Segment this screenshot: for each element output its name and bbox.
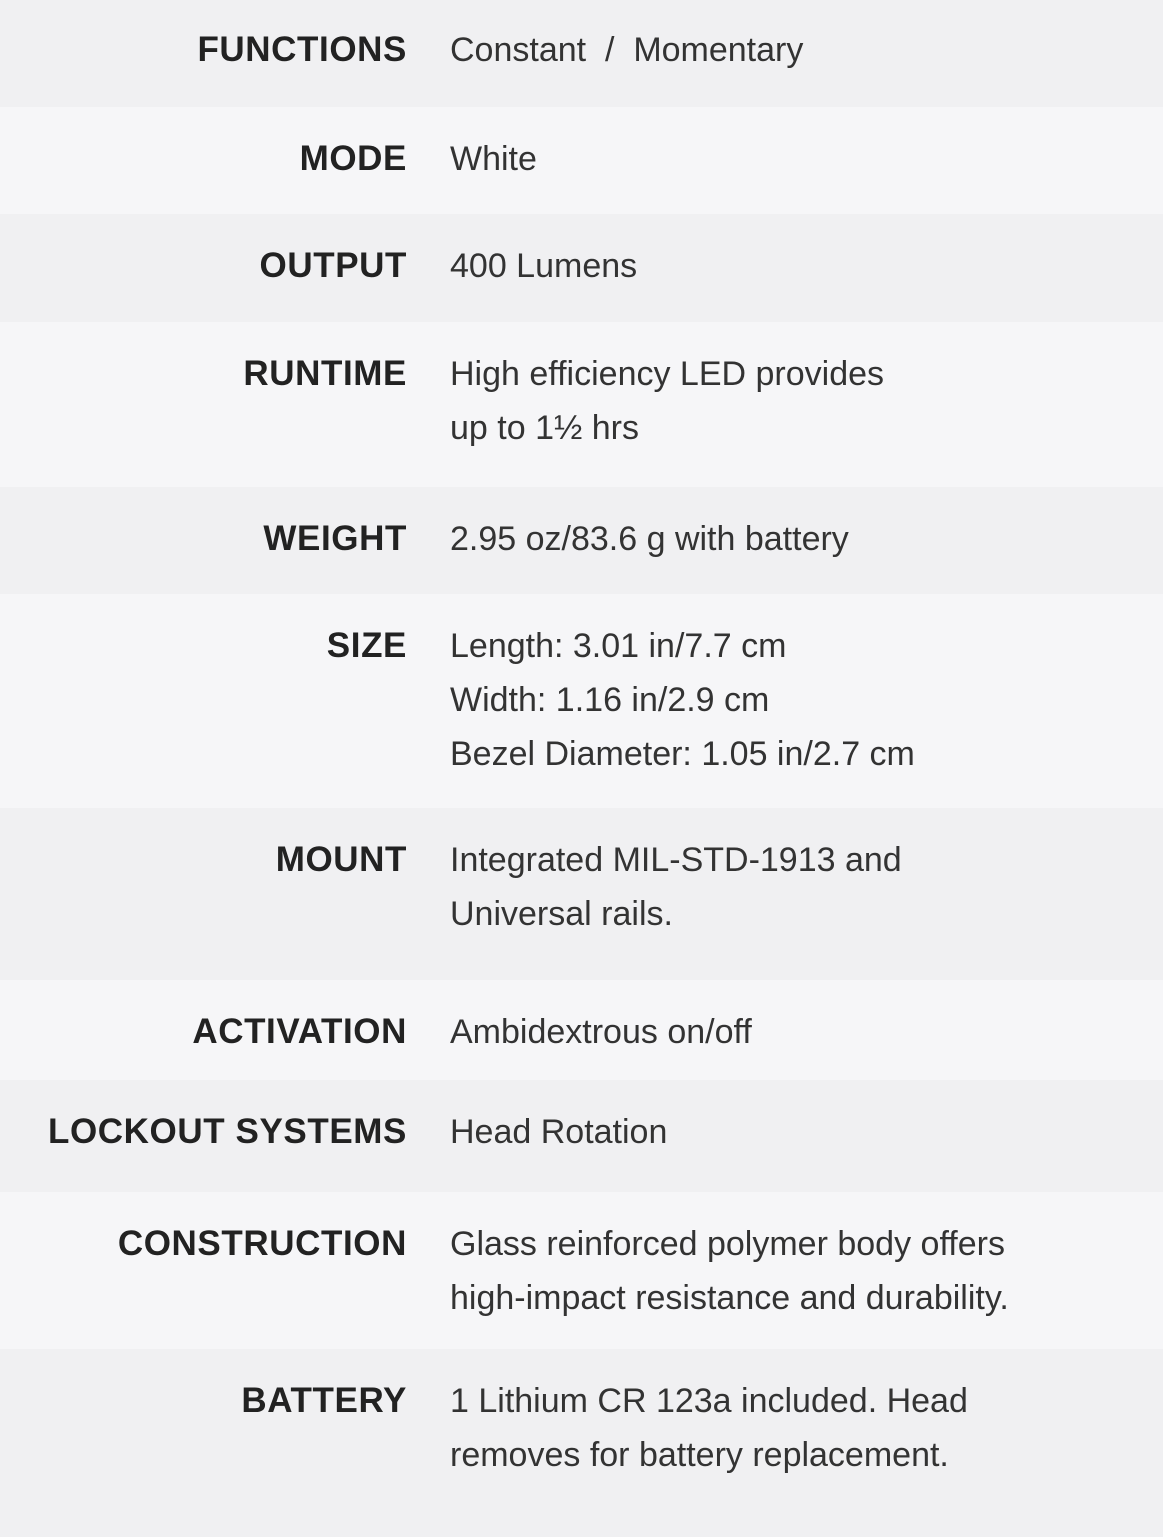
spec-value xyxy=(407,23,1163,77)
spec-value-line: removes for battery replacement. xyxy=(450,1436,949,1474)
spec-value-line: up to 1½ hrs xyxy=(450,409,640,447)
spec-row-battery xyxy=(0,1349,1163,1537)
spec-value xyxy=(407,619,1163,781)
spec-label: LOCKOUT SYSTEMS xyxy=(47,1112,407,1151)
spec-value-line: 2.95 oz/83.6 g with battery xyxy=(450,520,849,558)
spec-label: RUNTIME xyxy=(243,354,407,393)
spec-label: BATTERY xyxy=(241,1381,407,1420)
spec-value-line: Glass reinforced polymer body offers xyxy=(450,1225,1005,1263)
spec-value-line: White xyxy=(450,140,537,178)
spec-value-line: Head Rotation xyxy=(450,1113,668,1151)
spec-label: ACTIVATION xyxy=(192,1012,407,1051)
spec-label: MODE xyxy=(299,139,407,178)
spec-label: MOUNT xyxy=(275,840,407,879)
spec-row-mount xyxy=(0,808,1163,980)
spec-value xyxy=(407,1105,1163,1159)
spec-value-line: Bezel Diameter: 1.05 in/2.7 cm xyxy=(450,735,915,773)
spec-label: SIZE xyxy=(326,626,407,665)
spec-value-line: 400 Lumens xyxy=(450,247,638,285)
spec-row-mode xyxy=(0,107,1163,214)
spec-row-activation xyxy=(0,980,1163,1080)
spec-value xyxy=(407,1005,1163,1059)
spec-value-line: high-impact resistance and durability. xyxy=(450,1279,1009,1317)
spec-value xyxy=(407,1217,1163,1325)
spec-row-functions xyxy=(0,0,1163,107)
spec-value-line: Constant / Momentary xyxy=(450,31,804,69)
spec-value-line: Width: 1.16 in/2.9 cm xyxy=(450,681,770,719)
spec-row-construction xyxy=(0,1192,1163,1349)
spec-row-output xyxy=(0,214,1163,322)
spec-label: CONSTRUCTION xyxy=(117,1224,407,1263)
spec-value xyxy=(407,132,1163,186)
spec-value-line: High efficiency LED provides xyxy=(450,355,885,393)
spec-row-weight xyxy=(0,487,1163,594)
spec-label: FUNCTIONS xyxy=(197,30,407,69)
spec-value xyxy=(407,239,1163,293)
spec-value xyxy=(407,1374,1163,1482)
spec-value-line: Ambidextrous on/off xyxy=(450,1013,752,1051)
spec-value xyxy=(407,347,1163,455)
spec-row-lockout-systems xyxy=(0,1080,1163,1192)
spec-value-line: 1 Lithium CR 123a included. Head xyxy=(450,1382,968,1420)
spec-value xyxy=(407,833,1163,941)
spec-row-runtime xyxy=(0,322,1163,487)
spec-row-size xyxy=(0,594,1163,808)
spec-label: WEIGHT xyxy=(263,519,407,558)
spec-label: OUTPUT xyxy=(259,246,407,285)
spec-value xyxy=(407,512,1163,566)
spec-value-line: Universal rails. xyxy=(450,895,673,933)
spec-value-line: Integrated MIL-STD-1913 and xyxy=(450,841,902,879)
spec-value-line: Length: 3.01 in/7.7 cm xyxy=(450,627,787,665)
